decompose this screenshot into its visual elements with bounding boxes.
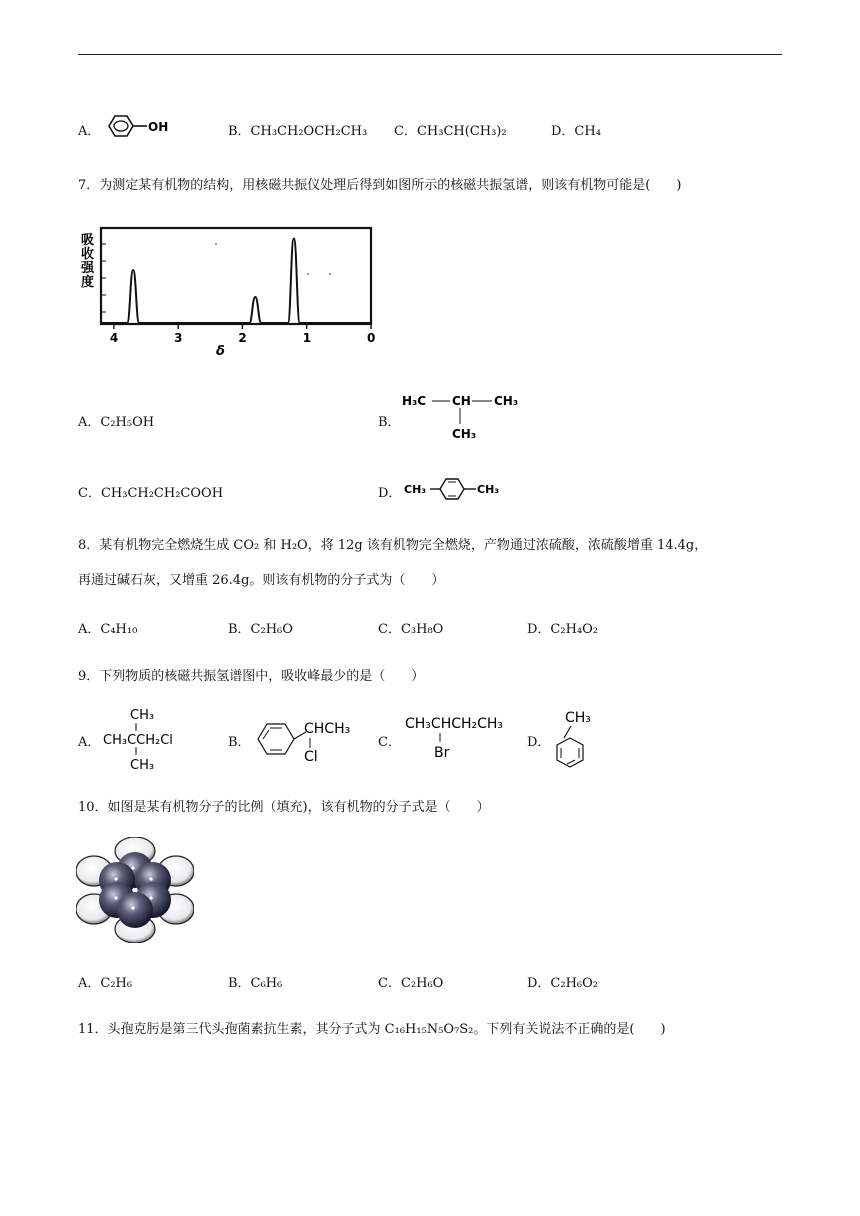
q10-option-b: B．C₆H₆ <box>228 976 283 991</box>
q6-option-a-label: A． <box>78 124 101 139</box>
chart-ylabel-char: 强 <box>81 261 95 276</box>
q8-stem-line2: 再通过碱石灰，又增重 26.4g。则该有机物的分子式为（ ） <box>78 573 445 588</box>
svg-text:CH₃: CH₃ <box>477 483 500 496</box>
q7-option-c: C．CH₃CH₂CH₂COOH <box>78 486 224 501</box>
svg-text:CH₃: CH₃ <box>404 483 427 496</box>
svg-text:CH₃: CH₃ <box>494 394 519 408</box>
q9-option-d-label: D． <box>527 735 551 750</box>
q11-stem: 11．头孢克肟是第三代头孢菌素抗生素，其分子式为 C₁₆H₁₅N₅O₇S₂。下列有关说法不正确的是( ) <box>78 1022 666 1037</box>
toluene-structure <box>551 704 611 772</box>
q7-option-b-label: B． <box>378 415 401 430</box>
q7-stem: 7．为测定某有机物的结构，用核磁共振仪处理后得到如图所示的核磁共振氢谱，则该有机物可能是( ) <box>78 178 682 193</box>
benzene-space-filling-model <box>76 837 194 943</box>
chart-spectrum-line <box>101 239 371 324</box>
q10-option-c: C．C₂H₆O <box>378 976 444 991</box>
chart-x-tick-label: 1 <box>302 331 312 345</box>
svg-text:CH₃: CH₃ <box>130 758 155 773</box>
svg-text:CH₃: CH₃ <box>130 708 155 723</box>
isobutane-structure <box>400 390 530 442</box>
q7-option-a: A．C₂H₅OH <box>78 415 155 430</box>
q9-stem: 9．下列物质的核磁共振氢谱图中，吸收峰最少的是（ ） <box>78 669 425 684</box>
q6-option-b: B．CH₃CH₂OCH₂CH₃ <box>228 124 368 139</box>
q10-stem: 10．如图是某有机物分子的比例（填充)，该有机物的分子式是（ ） <box>78 800 490 815</box>
q8-option-c: C．C₃H₈O <box>378 622 444 637</box>
chart-x-tick-label: 3 <box>174 331 183 345</box>
header-rule <box>78 54 782 55</box>
q9-option-c-label: C． <box>378 735 401 750</box>
2-bromobutane-structure <box>402 708 532 764</box>
chart-peaks <box>101 238 371 323</box>
q8-stem-line1: 8．某有机物完全燃烧生成 CO₂ 和 H₂O，将 12g 该有机物完全燃烧，产物通过浓硫酸，浓硫酸增重 14.4g， <box>78 538 708 553</box>
phenol-structure <box>103 113 173 139</box>
q8-option-a: A．C₄H₁₀ <box>78 622 138 637</box>
svg-text:CH₃CHCH₂CH₃: CH₃CHCH₂CH₃ <box>405 716 504 732</box>
chart-x-tick-label: 4 <box>109 331 119 345</box>
svg-text:Cl: Cl <box>304 749 318 765</box>
q7-option-d-label: D． <box>378 486 402 501</box>
q9-option-b-label: B． <box>228 735 251 750</box>
chart-ylabel-char: 度 <box>81 275 95 290</box>
chart-ylabel-char: 收 <box>81 247 95 262</box>
q10-option-a: A．C₂H₆ <box>78 976 133 991</box>
q10-option-d: D．C₂H₆O₂ <box>527 976 598 991</box>
q8-option-b: B．C₂H₆O <box>228 622 293 637</box>
chart-x-ticks <box>110 324 376 345</box>
svg-text:CH: CH <box>452 394 471 408</box>
q8-option-d: D．C₂H₄O₂ <box>527 622 598 637</box>
svg-text:H₃C: H₃C <box>402 394 427 408</box>
chart-frame <box>101 228 371 324</box>
svg-text:Br: Br <box>434 745 450 761</box>
p-xylene-structure <box>404 475 514 503</box>
phenol-oh-label: OH <box>148 120 169 134</box>
nmr-spectrum-chart <box>78 222 378 360</box>
q6-option-d: D．CH₄ <box>551 124 601 139</box>
svg-text:CHCH₃: CHCH₃ <box>304 721 351 737</box>
chart-x-tick-label: 2 <box>238 331 247 345</box>
neopentyl-chloride-structure <box>100 703 210 773</box>
svg-text:CH₃CCH₂Cl: CH₃CCH₂Cl <box>103 733 173 748</box>
chart-ylabel-char: 吸 <box>81 233 95 248</box>
q6-option-c: C．CH₃CH(CH₃)₂ <box>394 124 507 139</box>
chart-xlabel: δ <box>216 344 225 359</box>
q9-option-a-label: A． <box>78 735 101 750</box>
svg-text:CH₃: CH₃ <box>565 710 591 726</box>
chloroethylbenzene-structure <box>254 712 364 766</box>
svg-text:CH₃: CH₃ <box>452 427 477 441</box>
chart-x-tick-label: 0 <box>367 331 376 345</box>
